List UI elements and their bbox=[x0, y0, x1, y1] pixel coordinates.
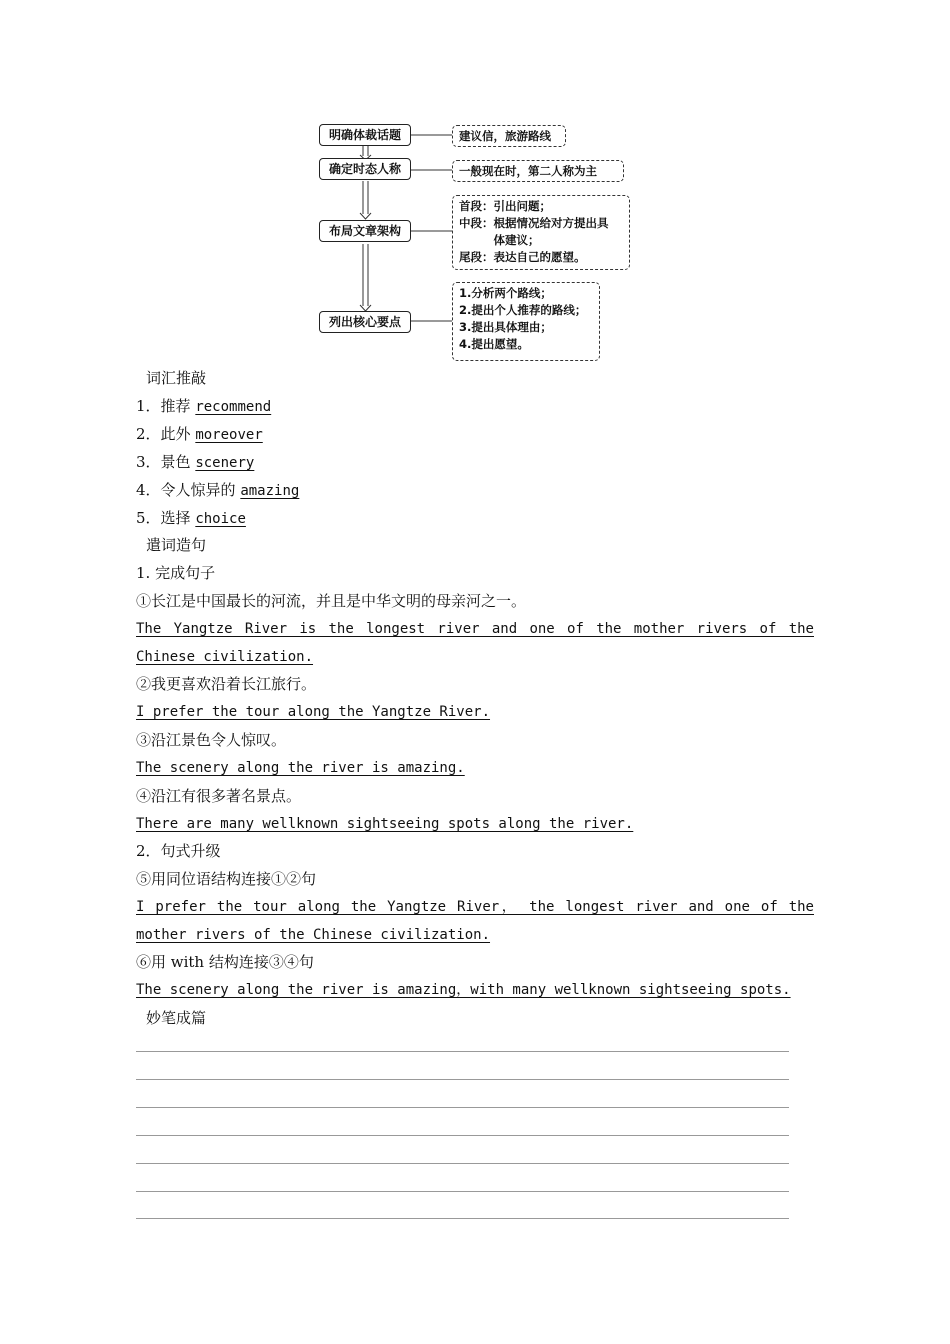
flow-note-2-line-1: 一般现在时，第二人称为主 bbox=[459, 164, 597, 178]
vocab-item-1-answer: recommend bbox=[195, 399, 272, 415]
vocab-item-3-prompt: 3．景色 bbox=[136, 453, 191, 471]
flow-step-2: 确定时态人称 bbox=[319, 158, 411, 180]
writing-line-5[interactable] bbox=[136, 1163, 789, 1164]
answer-2: I prefer the tour along the Yangtze River. bbox=[136, 704, 491, 720]
vocab-item-3 bbox=[136, 452, 254, 473]
question-3: ③沿江景色令人惊叹。 bbox=[136, 731, 287, 749]
vocab-item-4 bbox=[136, 480, 299, 501]
flow-note-1 bbox=[452, 125, 566, 147]
flow-step-3: 布局文章架构 bbox=[319, 220, 411, 242]
flow-note-3 bbox=[452, 195, 630, 270]
flow-note-4-line-1: 1.分析两个路线； bbox=[459, 286, 552, 300]
answer-3: The scenery along the river is amazing. bbox=[136, 760, 465, 776]
answer-1-line-1: The Yangtze River is the longest river and one of the mother rivers of the bbox=[136, 621, 814, 637]
question-6: ⑥用 with 结构连接③④句 bbox=[136, 953, 314, 971]
vocab-item-5-answer: choice bbox=[195, 511, 246, 527]
vocab-item-1-prompt: 1．推荐 bbox=[136, 397, 191, 415]
vocab-item-5 bbox=[136, 508, 246, 529]
writing-flowchart bbox=[0, 0, 950, 370]
sentences-subheading-1: 1. 完成句子 bbox=[136, 564, 216, 582]
writing-line-6[interactable] bbox=[136, 1191, 789, 1192]
vocab-item-3-answer: scenery bbox=[195, 455, 255, 471]
flow-note-4-line-2: 2.提出个人推荐的路线； bbox=[459, 303, 587, 317]
question-1: ①长江是中国最长的河流，并且是中华文明的母亲河之一。 bbox=[136, 592, 527, 610]
question-4: ④沿江有很多著名景点。 bbox=[136, 787, 302, 805]
vocab-heading: 词汇推敲 bbox=[146, 369, 207, 387]
answer-5-line-1: I prefer the tour along the Yangtze River， the longest river and one of the bbox=[136, 899, 814, 915]
flow-step-4: 列出核心要点 bbox=[319, 311, 411, 333]
vocab-item-2-prompt: 2．此外 bbox=[136, 425, 191, 443]
answer-6: The scenery along the river is amazing，with many wellknown sightseeing spots. bbox=[136, 982, 791, 998]
vocab-item-4-prompt: 4．令人惊异的 bbox=[136, 481, 236, 499]
vocab-item-2 bbox=[136, 424, 263, 445]
writing-line-3[interactable] bbox=[136, 1107, 789, 1108]
vocab-item-5-prompt: 5．选择 bbox=[136, 509, 191, 527]
answer-1-line-2: Chinese civilization. bbox=[136, 649, 314, 665]
flow-note-2 bbox=[452, 160, 624, 182]
writing-line-1[interactable] bbox=[136, 1051, 789, 1052]
writing-line-4[interactable] bbox=[136, 1135, 789, 1136]
answer-5-line-2: mother rivers of the Chinese civilization. bbox=[136, 927, 491, 943]
flow-note-3-line-1: 首段：引出问题； bbox=[459, 199, 551, 213]
flow-note-4-line-4: 4.提出愿望。 bbox=[459, 337, 529, 351]
sentences-heading: 遣词造句 bbox=[146, 536, 207, 554]
flow-note-4 bbox=[452, 282, 600, 361]
flow-note-1-line-1: 建议信，旅游路线 bbox=[459, 129, 551, 143]
vocab-item-1 bbox=[136, 396, 271, 417]
writing-line-2[interactable] bbox=[136, 1079, 789, 1080]
writing-heading: 妙笔成篇 bbox=[146, 1009, 207, 1027]
question-5: ⑤用同位语结构连接①②句 bbox=[136, 870, 317, 888]
flow-note-3-line-2: 中段：根据情况给对方提出具 bbox=[459, 216, 609, 230]
question-2: ②我更喜欢沿着长江旅行。 bbox=[136, 675, 317, 693]
flow-note-3-line-4: 尾段：表达自己的愿望。 bbox=[459, 250, 586, 264]
flow-note-3-line-3: 体建议； bbox=[459, 233, 540, 247]
writing-line-7[interactable] bbox=[136, 1218, 789, 1219]
sentences-subheading-2: 2．句式升级 bbox=[136, 842, 221, 860]
flow-step-1: 明确体裁话题 bbox=[319, 124, 411, 146]
flow-note-4-line-3: 3.提出具体理由； bbox=[459, 320, 552, 334]
vocab-item-4-answer: amazing bbox=[240, 483, 300, 499]
answer-4: There are many wellknown sightseeing spots along the river. bbox=[136, 816, 634, 832]
vocab-item-2-answer: moreover bbox=[195, 427, 263, 443]
